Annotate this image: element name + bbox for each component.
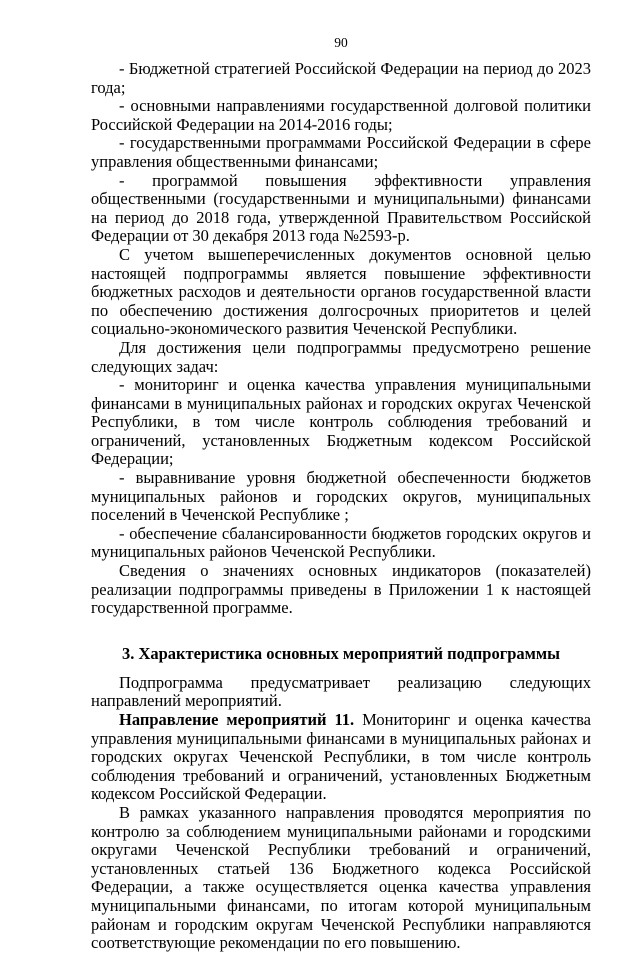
direction-text: Мониторинг и оценка качества управления муниципальными финансами в муниципальных районах и городских округах Чеченской Республики, в том числе контроль соблюдения требований и ограничений, установленных Бюджетным кодексом Российской Федерации.	[91, 710, 591, 804]
list-item: - Бюджетной стратегией Российской Федерации на период до 2023 года;	[91, 59, 591, 97]
list-item: - программой повышения эффективности управления общественными (государственными и муниципальными) финансами на период до 2018 года, утвержденной Правительством Российской Федерации от 30 декабря 2013 года №2593-р.	[91, 170, 591, 246]
page-number: 90	[334, 35, 348, 50]
goal-paragraph: С учетом вышеперечисленных документов основной целью настоящей подпрограммы является повышение эффективности бюджетных расходов и деятельности органов государственной власти по обеспечению достижения долгосрочных приоритетов и целей социально-экономического развития Чеченской Республики.	[91, 244, 591, 339]
section-title: 3. Характеристика основных мероприятий подпрограммы	[121, 643, 561, 663]
task-item: - выравнивание уровня бюджетной обеспеченности бюджетов муниципальных районов и городских округов, муниципальных поселений в Чеченской Республике ;	[91, 468, 591, 525]
list-item: - основными направлениями государственной долговой политики Российской Федерации на 2014-2016 годы;	[91, 96, 591, 134]
task-item: - обеспечение сбалансированности бюджетов городских округов и муниципальных районов Чеченской Республики.	[91, 523, 591, 562]
indicators-paragraph: Сведения о значениях основных индикаторов (показателей) реализации подпрограммы приведены в Приложении 1 к настоящей государственной программе.	[91, 561, 591, 618]
direction-paragraph	[91, 711, 591, 804]
list-item: - государственными программами Российской Федерации в сфере управления общественными финансами;	[91, 133, 591, 171]
tasks-intro: Для достижения цели подпрограммы предусмотрено решение следующих задач:	[91, 337, 591, 376]
task-item: - мониторинг и оценка качества управления муниципальными финансами в муниципальных районах и городских округах Чеченской Республики, в том числе контроль соблюдения требований и ограничений, установленных Бюджетным кодексом Российской Федерации;	[91, 375, 591, 469]
direction-label: Направление мероприятий 11.	[119, 710, 355, 729]
section-intro: Подпрограмма предусматривает реализацию следующих направлений мероприятий.	[91, 672, 591, 711]
final-paragraph: В рамках указанного направления проводятся мероприятия по контролю за соблюдением муниципальными районами и городскими округами Чеченской Республики требований и ограничений, установленных статьей 136 Бюджетного кодекса Российской Федерации, а также осуществляется оценка качества управления муниципальными финансами, по итогам которой муниципальным районам и городским округам Чеченской Республики направляются соответствующие рекомендации по его повышению.	[91, 802, 591, 953]
